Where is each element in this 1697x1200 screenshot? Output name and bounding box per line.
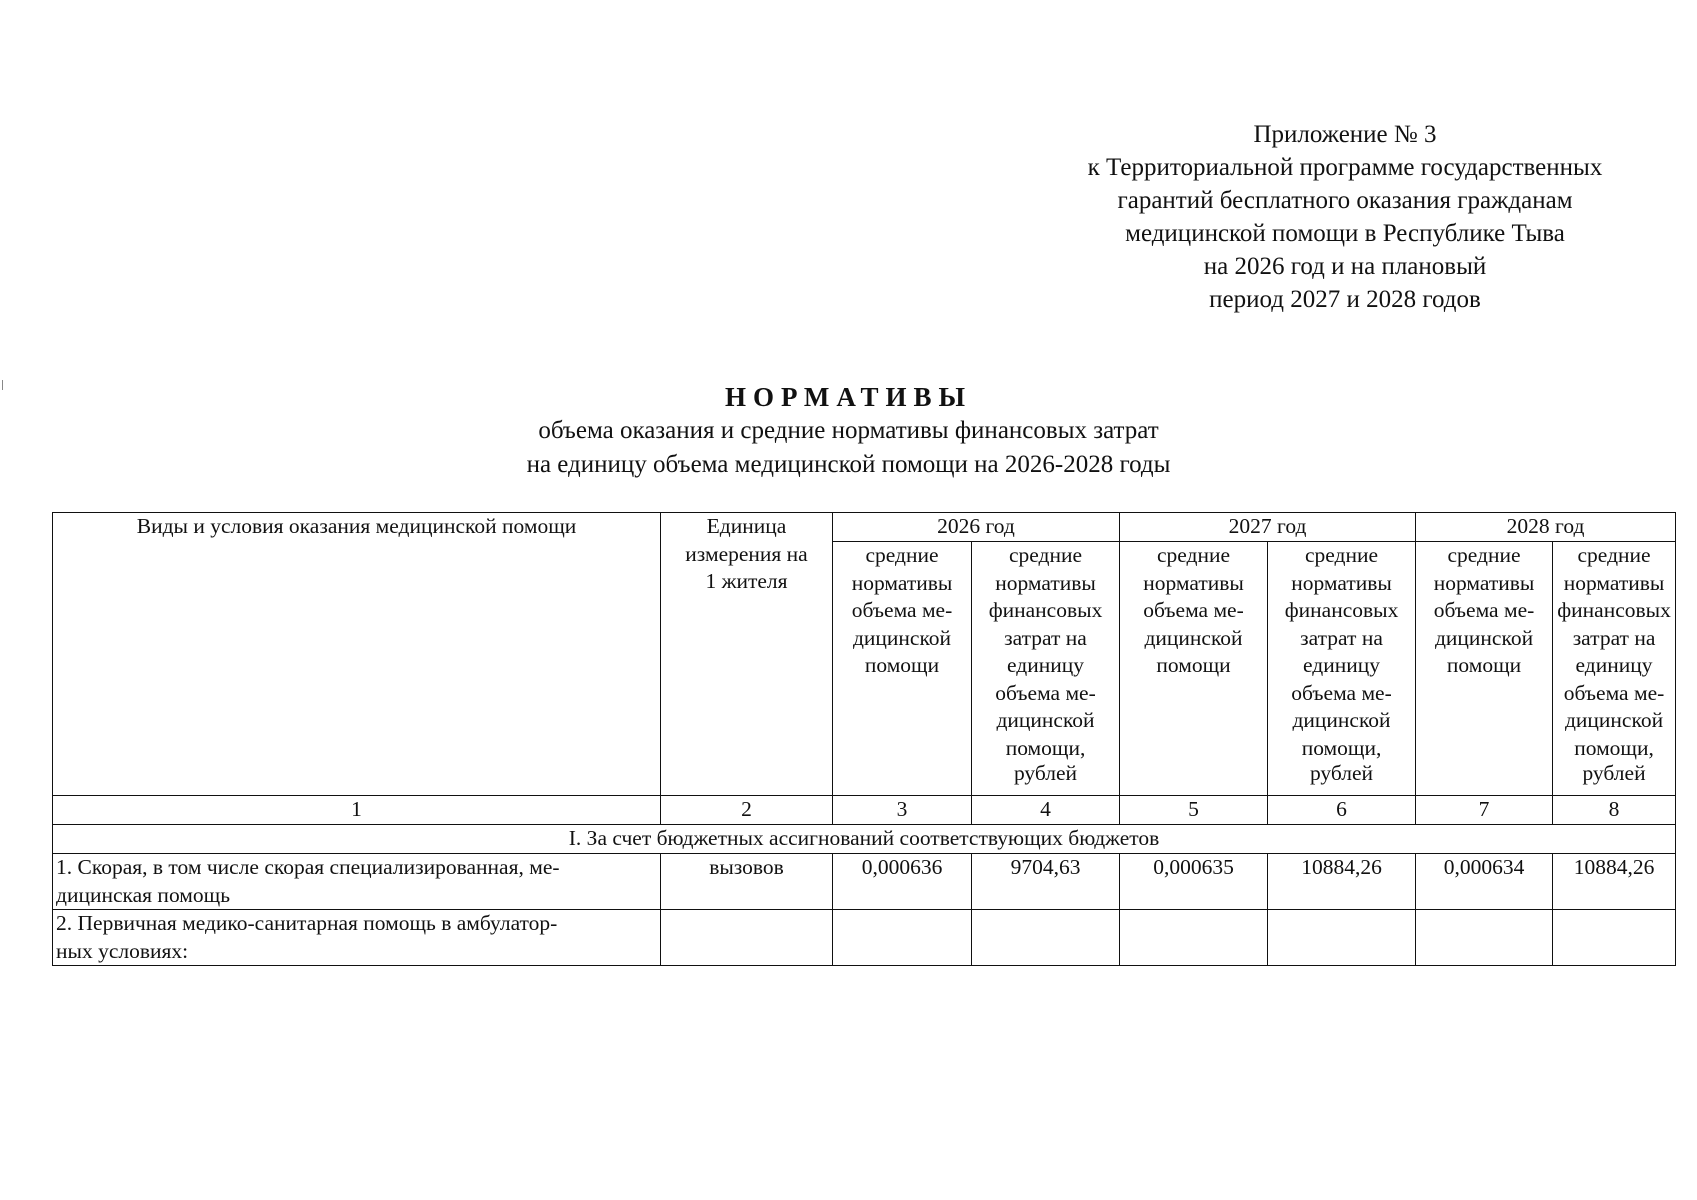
year-header-2028: 2028 год [1416, 513, 1676, 542]
column-number: 5 [1120, 796, 1268, 825]
subheader-line: помощи [864, 653, 940, 677]
subheader-line: затрат на [1572, 625, 1656, 650]
subheader-line: объема ме- [1291, 680, 1392, 705]
header-unit-cell [661, 513, 833, 796]
subheader-line: дицинской [1564, 708, 1664, 732]
value-cell: 0,000634 [1416, 854, 1553, 910]
document-subtitle-line: на единицу объема медицинской помощи на 2026-2028 годы [526, 451, 1171, 478]
subheader-line: средние [1577, 543, 1651, 567]
value-cell [833, 910, 972, 966]
column-number: 1 [53, 796, 661, 825]
row-name-cell [53, 910, 661, 966]
subheader-line: нормативы [851, 570, 953, 595]
header-unit-line: 1 жителя [705, 569, 788, 593]
appendix-line: к Территориальной программе государственных [1087, 154, 1603, 181]
subheader-line: средние [1447, 543, 1521, 567]
subheader-line: дицинской [996, 708, 1095, 732]
value-cell [972, 910, 1120, 966]
row-unit-cell [661, 910, 833, 966]
subheader-line: единицу [1007, 653, 1084, 677]
subheader-line: помощи, [1301, 735, 1382, 760]
subheader-line: помощи, [1005, 735, 1086, 760]
header-unit-line: измерения на [685, 541, 808, 566]
document-subtitle-line: объема оказания и средние нормативы финансовых затрат [538, 417, 1159, 444]
value-cell [1416, 910, 1553, 966]
value-cell [1120, 910, 1268, 966]
subheader-line: объема ме- [1143, 598, 1244, 622]
subheader-line: помощи [1156, 653, 1231, 677]
subheader-line: финансовых [1557, 598, 1671, 622]
subheader-cost-2028 [1553, 542, 1676, 796]
row-name-line: 2. Первичная медико-санитарная помощь в амбулатор- [56, 911, 558, 935]
column-number: 7 [1416, 796, 1553, 825]
column-number: 8 [1553, 796, 1676, 825]
row-unit-cell: вызовов [661, 854, 833, 910]
subheader-line: единицу [1575, 653, 1653, 677]
subheader-cost-2027 [1268, 542, 1416, 796]
subheader-line: нормативы [1433, 570, 1535, 595]
subheader-line: помощи [1446, 653, 1522, 677]
subheader-line: нормативы [1563, 570, 1665, 595]
subheader-cost-2026 [972, 542, 1120, 796]
value-cell [1553, 910, 1676, 966]
subheader-line: затрат на [1300, 625, 1383, 650]
subheader-line: средние [1008, 543, 1083, 567]
subheader-line: рублей [1309, 761, 1374, 785]
document-title-block [0, 380, 1697, 482]
column-number: 4 [972, 796, 1120, 825]
value-cell: 9704,63 [972, 854, 1120, 910]
row-name-line: ных условиях: [56, 938, 189, 963]
year-header-2026: 2026 год [833, 513, 1120, 542]
subheader-line: помощи, [1574, 735, 1654, 760]
subheader-line: дицинской [1434, 625, 1534, 650]
appendix-line: гарантий бесплатного оказания гражданам [1117, 187, 1573, 214]
header-row [53, 513, 1676, 542]
subheader-line: дицинской [1144, 625, 1243, 650]
appendix-header [1040, 118, 1650, 316]
subheader-line: рублей [1013, 761, 1078, 785]
subheader-line: дицинской [1292, 708, 1391, 732]
subheader-line: объема ме- [1563, 680, 1665, 705]
appendix-line: медицинской помощи в Республике Тыва [1125, 220, 1565, 247]
value-cell: 0,000635 [1120, 854, 1268, 910]
column-number: 6 [1268, 796, 1416, 825]
table-row [53, 910, 1676, 966]
column-number: 2 [661, 796, 833, 825]
subheader-volume-2028 [1416, 542, 1553, 796]
subheader-line: средние [1305, 543, 1379, 567]
appendix-line: Приложение № 3 [1253, 121, 1437, 148]
row-name-cell [53, 854, 661, 910]
header-kind-label: Виды и условия оказания медицинской помощи [136, 514, 577, 538]
year-header-2027: 2027 год [1120, 513, 1416, 542]
subheader-line: нормативы [1291, 570, 1392, 595]
section-row [53, 825, 1676, 854]
row-name-line: 1. Скорая, в том числе скорая специализированная, ме- [56, 855, 560, 879]
subheader-line: объема ме- [851, 598, 953, 622]
row-name-line: дицинская помощь [56, 882, 230, 907]
appendix-line: на 2026 год и на плановый [1203, 253, 1487, 280]
value-cell [1268, 910, 1416, 966]
subheader-line: дицинской [852, 625, 952, 650]
subheader-volume-2027 [1120, 542, 1268, 796]
subheader-line: средние [865, 543, 939, 567]
column-number-row [53, 796, 1676, 825]
subheader-line: объема ме- [995, 680, 1096, 705]
norms-table [52, 512, 1676, 966]
table-row [53, 854, 1676, 910]
document-title: НОРМАТИВЫ [724, 382, 973, 412]
subheader-line: нормативы [1143, 570, 1244, 595]
subheader-line: рублей [1582, 761, 1646, 785]
header-kind-cell [53, 513, 661, 796]
appendix-line: период 2027 и 2028 годов [1209, 286, 1481, 313]
subheader-line: объема ме- [1433, 598, 1535, 622]
value-cell: 0,000636 [833, 854, 972, 910]
subheader-line: финансовых [1284, 598, 1399, 622]
subheader-line: единицу [1303, 653, 1381, 677]
section-title: I. За счет бюджетных ассигнований соответствующих бюджетов [53, 825, 1676, 854]
value-cell: 10884,26 [1268, 854, 1416, 910]
subheader-line: средние [1156, 543, 1231, 567]
value-cell: 10884,26 [1553, 854, 1676, 910]
subheader-volume-2026 [833, 542, 972, 796]
subheader-line: нормативы [995, 570, 1096, 595]
subheader-line: финансовых [988, 598, 1103, 622]
column-number: 3 [833, 796, 972, 825]
header-unit-line: Единица [706, 514, 787, 538]
subheader-line: затрат на [1004, 625, 1087, 650]
